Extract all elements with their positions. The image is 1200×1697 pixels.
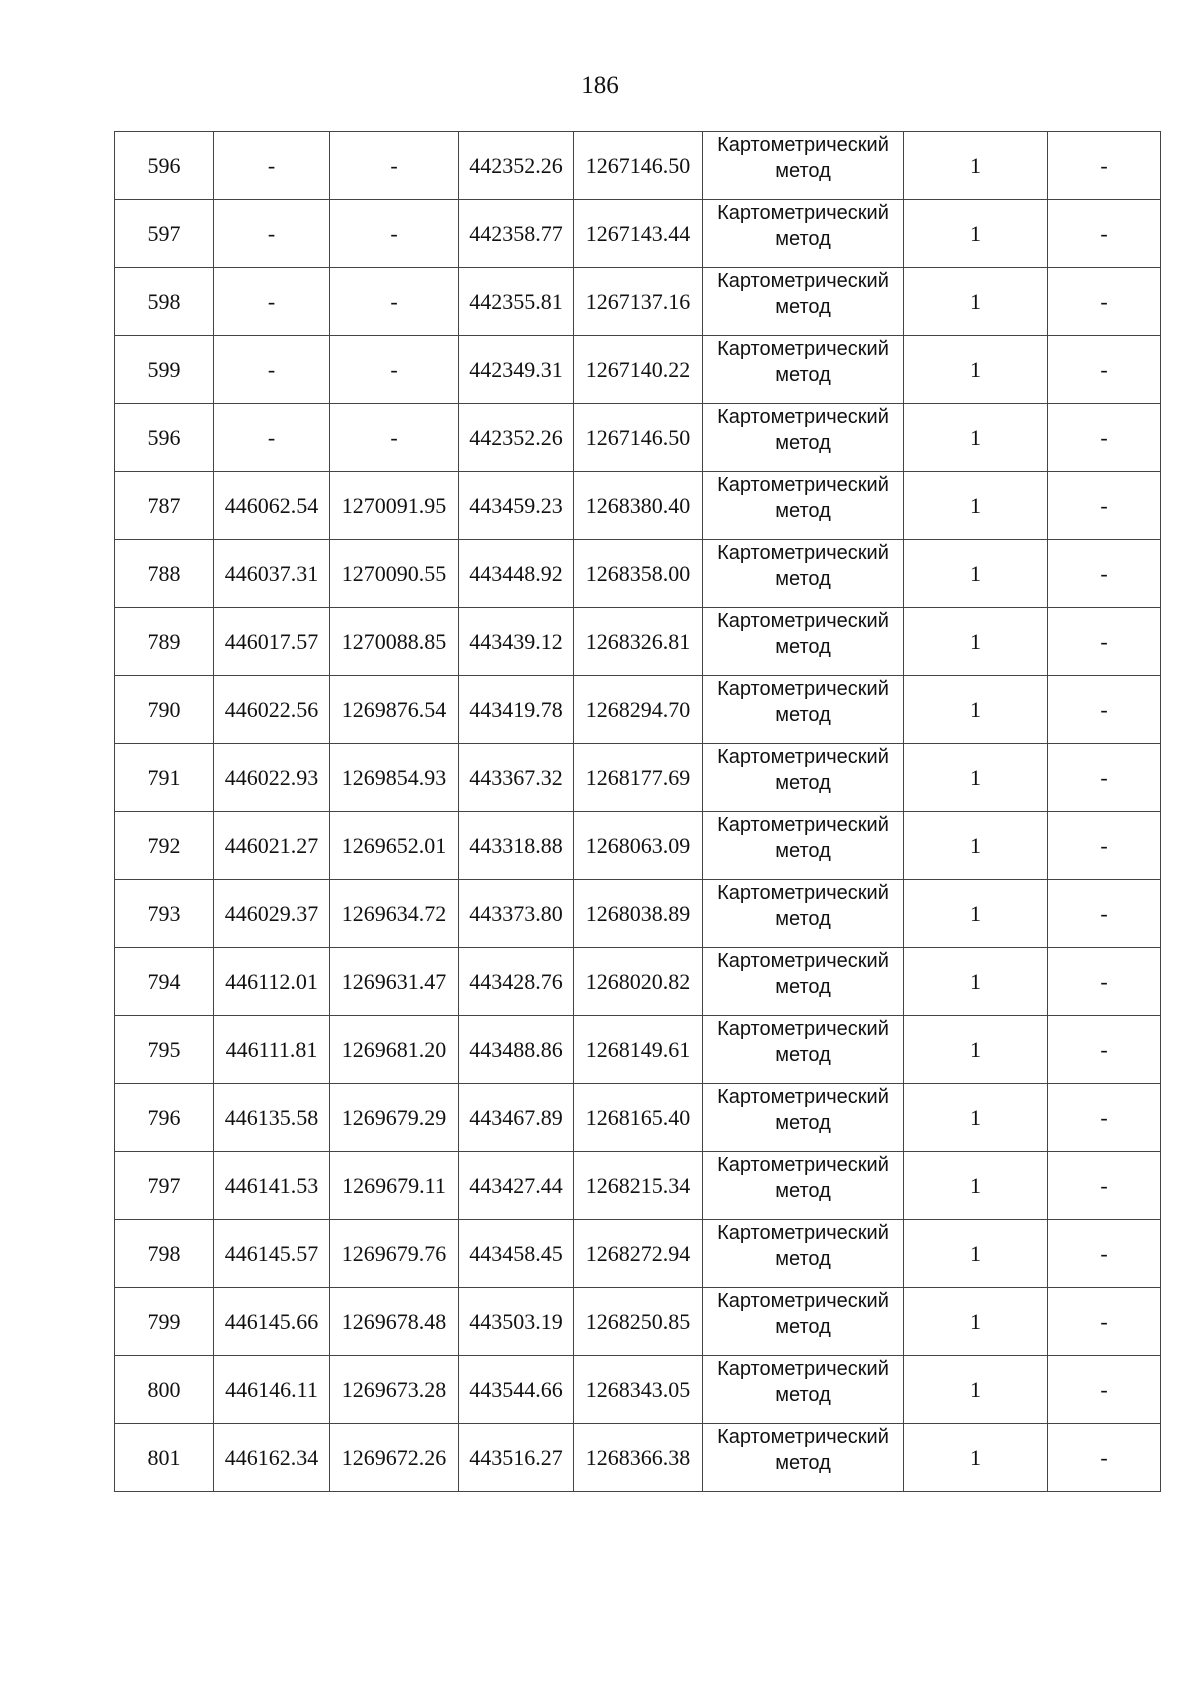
table-row bbox=[115, 1288, 1161, 1356]
method-cell bbox=[703, 676, 904, 744]
method-line-1: Картометрический bbox=[717, 134, 889, 156]
point-number-cell: 788 bbox=[115, 540, 214, 608]
existing-y-cell: 1270091.95 bbox=[330, 472, 459, 540]
table-row bbox=[115, 608, 1161, 676]
refined-y-cell: 1267146.50 bbox=[574, 132, 703, 200]
method-line-1: Картометрический bbox=[717, 746, 889, 768]
accuracy-cell: 1 bbox=[904, 1220, 1048, 1288]
method-line-2: метод bbox=[775, 908, 831, 930]
method-cell bbox=[703, 1356, 904, 1424]
method-line-1: Картометрический bbox=[717, 1426, 889, 1448]
method-line-2: метод bbox=[775, 840, 831, 862]
accuracy-cell: 1 bbox=[904, 1424, 1048, 1492]
point-number-cell: 596 bbox=[115, 132, 214, 200]
table-row bbox=[115, 472, 1161, 540]
refined-y-cell: 1267143.44 bbox=[574, 200, 703, 268]
table-body bbox=[115, 132, 1161, 1492]
point-number-cell: 799 bbox=[115, 1288, 214, 1356]
accuracy-cell: 1 bbox=[904, 540, 1048, 608]
refined-x-cell: 443428.76 bbox=[459, 948, 574, 1016]
refined-y-cell: 1268149.61 bbox=[574, 1016, 703, 1084]
note-cell: - bbox=[1048, 336, 1161, 404]
existing-x-cell: 446112.01 bbox=[214, 948, 330, 1016]
table-row bbox=[115, 1424, 1161, 1492]
existing-y-cell: 1269652.01 bbox=[330, 812, 459, 880]
method-line-1: Картометрический bbox=[717, 1358, 889, 1380]
existing-y-cell: - bbox=[330, 200, 459, 268]
method-cell bbox=[703, 948, 904, 1016]
method-line-1: Картометрический bbox=[717, 202, 889, 224]
note-cell: - bbox=[1048, 1356, 1161, 1424]
table-row bbox=[115, 200, 1161, 268]
method-cell bbox=[703, 200, 904, 268]
refined-x-cell: 443373.80 bbox=[459, 880, 574, 948]
method-line-1: Картометрический bbox=[717, 542, 889, 564]
refined-x-cell: 443367.32 bbox=[459, 744, 574, 812]
existing-x-cell: 446146.11 bbox=[214, 1356, 330, 1424]
refined-y-cell: 1268177.69 bbox=[574, 744, 703, 812]
method-line-2: метод bbox=[775, 772, 831, 794]
table-row bbox=[115, 1356, 1161, 1424]
method-cell bbox=[703, 1288, 904, 1356]
note-cell: - bbox=[1048, 132, 1161, 200]
existing-x-cell: - bbox=[214, 336, 330, 404]
existing-y-cell: 1269681.20 bbox=[330, 1016, 459, 1084]
accuracy-cell: 1 bbox=[904, 336, 1048, 404]
refined-x-cell: 442355.81 bbox=[459, 268, 574, 336]
table-row bbox=[115, 540, 1161, 608]
refined-y-cell: 1268063.09 bbox=[574, 812, 703, 880]
refined-y-cell: 1267137.16 bbox=[574, 268, 703, 336]
table-row bbox=[115, 1152, 1161, 1220]
method-line-1: Картометрический bbox=[717, 1290, 889, 1312]
point-number-cell: 596 bbox=[115, 404, 214, 472]
point-number-cell: 599 bbox=[115, 336, 214, 404]
accuracy-cell: 1 bbox=[904, 812, 1048, 880]
existing-x-cell: 446062.54 bbox=[214, 472, 330, 540]
method-line-1: Картометрический bbox=[717, 1222, 889, 1244]
accuracy-cell: 1 bbox=[904, 132, 1048, 200]
point-number-cell: 793 bbox=[115, 880, 214, 948]
point-number-cell: 797 bbox=[115, 1152, 214, 1220]
point-number-cell: 792 bbox=[115, 812, 214, 880]
coordinates-table bbox=[114, 131, 1161, 1492]
table-row bbox=[115, 676, 1161, 744]
method-line-1: Картометрический bbox=[717, 1154, 889, 1176]
existing-y-cell: 1269678.48 bbox=[330, 1288, 459, 1356]
note-cell: - bbox=[1048, 1152, 1161, 1220]
method-line-1: Картометрический bbox=[717, 610, 889, 632]
existing-y-cell: - bbox=[330, 268, 459, 336]
table-row bbox=[115, 1084, 1161, 1152]
table-row bbox=[115, 880, 1161, 948]
accuracy-cell: 1 bbox=[904, 948, 1048, 1016]
note-cell: - bbox=[1048, 540, 1161, 608]
table-row bbox=[115, 1220, 1161, 1288]
refined-x-cell: 443459.23 bbox=[459, 472, 574, 540]
page-number: 186 bbox=[581, 72, 619, 99]
point-number-cell: 789 bbox=[115, 608, 214, 676]
refined-x-cell: 442358.77 bbox=[459, 200, 574, 268]
accuracy-cell: 1 bbox=[904, 1356, 1048, 1424]
method-line-2: метод bbox=[775, 1316, 831, 1338]
accuracy-cell: 1 bbox=[904, 268, 1048, 336]
refined-y-cell: 1268294.70 bbox=[574, 676, 703, 744]
existing-x-cell: - bbox=[214, 200, 330, 268]
refined-x-cell: 443458.45 bbox=[459, 1220, 574, 1288]
method-line-2: метод bbox=[775, 568, 831, 590]
refined-x-cell: 443419.78 bbox=[459, 676, 574, 744]
method-line-1: Картометрический bbox=[717, 270, 889, 292]
method-cell bbox=[703, 812, 904, 880]
existing-y-cell: 1269672.26 bbox=[330, 1424, 459, 1492]
note-cell: - bbox=[1048, 268, 1161, 336]
method-cell bbox=[703, 1424, 904, 1492]
refined-x-cell: 443516.27 bbox=[459, 1424, 574, 1492]
existing-y-cell: 1269679.29 bbox=[330, 1084, 459, 1152]
refined-x-cell: 443467.89 bbox=[459, 1084, 574, 1152]
method-line-2: метод bbox=[775, 1248, 831, 1270]
point-number-cell: 597 bbox=[115, 200, 214, 268]
existing-x-cell: 446029.37 bbox=[214, 880, 330, 948]
accuracy-cell: 1 bbox=[904, 676, 1048, 744]
note-cell: - bbox=[1048, 404, 1161, 472]
table-row bbox=[115, 336, 1161, 404]
refined-y-cell: 1268343.05 bbox=[574, 1356, 703, 1424]
note-cell: - bbox=[1048, 1084, 1161, 1152]
refined-y-cell: 1268326.81 bbox=[574, 608, 703, 676]
method-line-1: Картометрический bbox=[717, 1018, 889, 1040]
table-row bbox=[115, 1016, 1161, 1084]
method-line-2: метод bbox=[775, 1112, 831, 1134]
note-cell: - bbox=[1048, 880, 1161, 948]
refined-y-cell: 1268165.40 bbox=[574, 1084, 703, 1152]
table-row bbox=[115, 812, 1161, 880]
method-line-1: Картометрический bbox=[717, 950, 889, 972]
method-line-1: Картометрический bbox=[717, 474, 889, 496]
note-cell: - bbox=[1048, 1288, 1161, 1356]
existing-y-cell: 1269679.11 bbox=[330, 1152, 459, 1220]
point-number-cell: 598 bbox=[115, 268, 214, 336]
table-row bbox=[115, 404, 1161, 472]
point-number-cell: 787 bbox=[115, 472, 214, 540]
refined-x-cell: 442352.26 bbox=[459, 132, 574, 200]
existing-x-cell: 446021.27 bbox=[214, 812, 330, 880]
note-cell: - bbox=[1048, 812, 1161, 880]
note-cell: - bbox=[1048, 608, 1161, 676]
refined-x-cell: 443544.66 bbox=[459, 1356, 574, 1424]
refined-y-cell: 1268020.82 bbox=[574, 948, 703, 1016]
method-line-2: метод bbox=[775, 1180, 831, 1202]
method-cell bbox=[703, 540, 904, 608]
refined-x-cell: 443318.88 bbox=[459, 812, 574, 880]
table-row bbox=[115, 132, 1161, 200]
table-row bbox=[115, 744, 1161, 812]
accuracy-cell: 1 bbox=[904, 1016, 1048, 1084]
method-line-2: метод bbox=[775, 976, 831, 998]
existing-y-cell: 1269631.47 bbox=[330, 948, 459, 1016]
note-cell: - bbox=[1048, 676, 1161, 744]
accuracy-cell: 1 bbox=[904, 200, 1048, 268]
method-cell bbox=[703, 268, 904, 336]
method-cell bbox=[703, 132, 904, 200]
method-line-2: метод bbox=[775, 296, 831, 318]
method-line-2: метод bbox=[775, 704, 831, 726]
note-cell: - bbox=[1048, 744, 1161, 812]
point-number-cell: 791 bbox=[115, 744, 214, 812]
point-number-cell: 794 bbox=[115, 948, 214, 1016]
refined-x-cell: 443488.86 bbox=[459, 1016, 574, 1084]
method-cell bbox=[703, 880, 904, 948]
existing-x-cell: 446162.34 bbox=[214, 1424, 330, 1492]
refined-y-cell: 1268358.00 bbox=[574, 540, 703, 608]
refined-y-cell: 1267140.22 bbox=[574, 336, 703, 404]
point-number-cell: 801 bbox=[115, 1424, 214, 1492]
existing-x-cell: 446022.56 bbox=[214, 676, 330, 744]
accuracy-cell: 1 bbox=[904, 404, 1048, 472]
method-line-1: Картометрический bbox=[717, 678, 889, 700]
existing-x-cell: 446017.57 bbox=[214, 608, 330, 676]
accuracy-cell: 1 bbox=[904, 1084, 1048, 1152]
method-cell bbox=[703, 336, 904, 404]
method-line-2: метод bbox=[775, 432, 831, 454]
existing-x-cell: 446141.53 bbox=[214, 1152, 330, 1220]
existing-y-cell: 1270088.85 bbox=[330, 608, 459, 676]
accuracy-cell: 1 bbox=[904, 744, 1048, 812]
refined-x-cell: 442349.31 bbox=[459, 336, 574, 404]
method-line-2: метод bbox=[775, 364, 831, 386]
method-line-2: метод bbox=[775, 636, 831, 658]
method-cell bbox=[703, 404, 904, 472]
existing-y-cell: 1269634.72 bbox=[330, 880, 459, 948]
refined-x-cell: 443427.44 bbox=[459, 1152, 574, 1220]
table-row bbox=[115, 268, 1161, 336]
refined-y-cell: 1268215.34 bbox=[574, 1152, 703, 1220]
existing-x-cell: - bbox=[214, 404, 330, 472]
method-line-1: Картометрический bbox=[717, 882, 889, 904]
note-cell: - bbox=[1048, 1424, 1161, 1492]
note-cell: - bbox=[1048, 948, 1161, 1016]
existing-x-cell: 446037.31 bbox=[214, 540, 330, 608]
method-line-2: метод bbox=[775, 1452, 831, 1474]
method-cell bbox=[703, 1220, 904, 1288]
existing-y-cell: 1269876.54 bbox=[330, 676, 459, 744]
method-cell bbox=[703, 1084, 904, 1152]
refined-y-cell: 1268272.94 bbox=[574, 1220, 703, 1288]
method-line-1: Картометрический bbox=[717, 406, 889, 428]
method-line-1: Картометрический bbox=[717, 814, 889, 836]
refined-y-cell: 1268380.40 bbox=[574, 472, 703, 540]
existing-x-cell: 446145.66 bbox=[214, 1288, 330, 1356]
refined-y-cell: 1268250.85 bbox=[574, 1288, 703, 1356]
method-cell bbox=[703, 1016, 904, 1084]
table-row bbox=[115, 948, 1161, 1016]
existing-x-cell: 446135.58 bbox=[214, 1084, 330, 1152]
accuracy-cell: 1 bbox=[904, 1152, 1048, 1220]
method-line-2: метод bbox=[775, 1384, 831, 1406]
method-line-1: Картометрический bbox=[717, 1086, 889, 1108]
accuracy-cell: 1 bbox=[904, 880, 1048, 948]
existing-x-cell: - bbox=[214, 132, 330, 200]
existing-x-cell: - bbox=[214, 268, 330, 336]
refined-x-cell: 442352.26 bbox=[459, 404, 574, 472]
refined-x-cell: 443439.12 bbox=[459, 608, 574, 676]
note-cell: - bbox=[1048, 472, 1161, 540]
point-number-cell: 795 bbox=[115, 1016, 214, 1084]
refined-y-cell: 1267146.50 bbox=[574, 404, 703, 472]
note-cell: - bbox=[1048, 1220, 1161, 1288]
existing-y-cell: 1269679.76 bbox=[330, 1220, 459, 1288]
existing-x-cell: 446145.57 bbox=[214, 1220, 330, 1288]
existing-y-cell: - bbox=[330, 336, 459, 404]
method-cell bbox=[703, 1152, 904, 1220]
existing-y-cell: 1269673.28 bbox=[330, 1356, 459, 1424]
existing-x-cell: 446111.81 bbox=[214, 1016, 330, 1084]
point-number-cell: 800 bbox=[115, 1356, 214, 1424]
method-line-2: метод bbox=[775, 160, 831, 182]
accuracy-cell: 1 bbox=[904, 608, 1048, 676]
existing-y-cell: 1270090.55 bbox=[330, 540, 459, 608]
existing-y-cell: - bbox=[330, 404, 459, 472]
method-line-2: метод bbox=[775, 1044, 831, 1066]
existing-y-cell: 1269854.93 bbox=[330, 744, 459, 812]
refined-x-cell: 443448.92 bbox=[459, 540, 574, 608]
point-number-cell: 798 bbox=[115, 1220, 214, 1288]
point-number-cell: 790 bbox=[115, 676, 214, 744]
existing-x-cell: 446022.93 bbox=[214, 744, 330, 812]
accuracy-cell: 1 bbox=[904, 1288, 1048, 1356]
point-number-cell: 796 bbox=[115, 1084, 214, 1152]
refined-y-cell: 1268366.38 bbox=[574, 1424, 703, 1492]
existing-y-cell: - bbox=[330, 132, 459, 200]
method-line-2: метод bbox=[775, 228, 831, 250]
method-cell bbox=[703, 472, 904, 540]
method-cell bbox=[703, 608, 904, 676]
note-cell: - bbox=[1048, 200, 1161, 268]
method-cell bbox=[703, 744, 904, 812]
note-cell: - bbox=[1048, 1016, 1161, 1084]
refined-x-cell: 443503.19 bbox=[459, 1288, 574, 1356]
refined-y-cell: 1268038.89 bbox=[574, 880, 703, 948]
method-line-1: Картометрический bbox=[717, 338, 889, 360]
method-line-2: метод bbox=[775, 500, 831, 522]
accuracy-cell: 1 bbox=[904, 472, 1048, 540]
